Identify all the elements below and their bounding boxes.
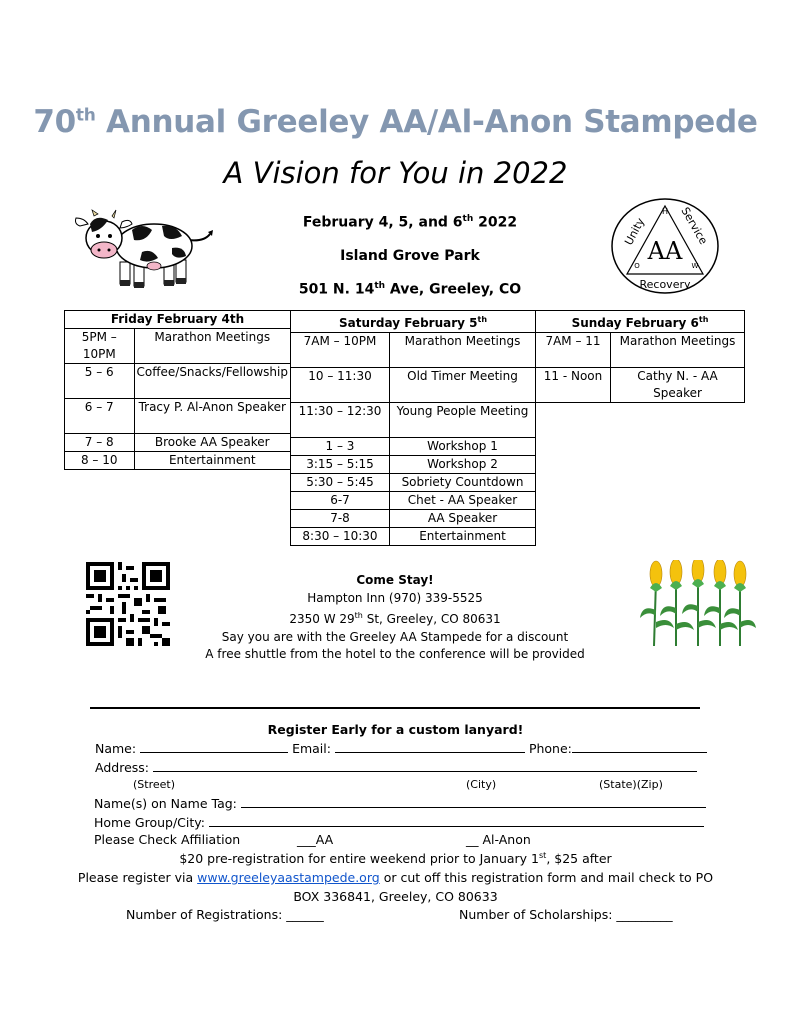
sunday-time: 11 - Noon bbox=[536, 368, 611, 403]
saturday-header: Saturday February 5th bbox=[291, 311, 536, 333]
friday-event: Brooke AA Speaker bbox=[134, 434, 290, 452]
saturday-event: Workshop 1 bbox=[390, 438, 536, 456]
cut-line-divider bbox=[90, 707, 700, 709]
hotel-address: 2350 W 29th St, Greeley, CO 80631 bbox=[289, 611, 501, 626]
hotel-shuttle: A free shuttle from the hotel to the conference will be provided bbox=[205, 647, 585, 661]
form-row-address bbox=[95, 759, 697, 775]
saturday-schedule bbox=[290, 310, 536, 546]
friday-time: 6 – 7 bbox=[65, 399, 135, 434]
register-instructions: Please register via www.greeleyaastampede.org or cut off this registration form and mail check to PO bbox=[77, 870, 714, 885]
event-venue: Island Grove Park bbox=[340, 248, 480, 264]
address-field[interactable] bbox=[153, 759, 697, 772]
alanon-checkbox[interactable]: __ Al-Anon bbox=[466, 832, 531, 847]
aa-logo-service: Service bbox=[678, 205, 710, 247]
saturday-event: Chet - AA Speaker bbox=[390, 492, 536, 510]
hotel-name: Hampton Inn (970) 339-5525 bbox=[307, 590, 483, 605]
event-dates: February 4, 5, and 6th 2022 bbox=[302, 214, 518, 231]
friday-time: 8 – 10 bbox=[65, 452, 135, 470]
aa-logo-w: W bbox=[691, 262, 699, 270]
phone-label: Phone: bbox=[528, 741, 572, 756]
sunday-event: Cathy N. - AA Speaker bbox=[611, 368, 745, 403]
friday-event: Tracy P. Al-Anon Speaker bbox=[134, 399, 290, 434]
friday-time: 5 – 6 bbox=[65, 364, 135, 399]
address-label: Address: bbox=[95, 760, 149, 775]
homegroup-field[interactable] bbox=[209, 814, 704, 827]
friday-header: Friday February 4th bbox=[65, 311, 291, 329]
saturday-time: 10 – 11:30 bbox=[291, 368, 390, 403]
saturday-time: 7AM – 10PM bbox=[291, 333, 390, 368]
hotel-info bbox=[180, 572, 610, 664]
saturday-time: 5:30 – 5:45 bbox=[291, 474, 390, 492]
phone-field[interactable] bbox=[572, 740, 707, 753]
sunday-schedule bbox=[535, 310, 745, 403]
pricing-text: $20 pre-registration for entire weekend prior to January 1st, $25 after bbox=[179, 851, 612, 867]
corn-icon bbox=[640, 560, 756, 646]
nametag-label: Name(s) on Name Tag: bbox=[94, 796, 237, 811]
event-address: 501 N. 14th Ave, Greeley, CO bbox=[298, 281, 522, 298]
city-hint: (City) bbox=[466, 778, 497, 791]
saturday-time: 6-7 bbox=[291, 492, 390, 510]
name-label: Name: bbox=[95, 741, 137, 756]
po-box: BOX 336841, Greeley, CO 80633 bbox=[293, 889, 498, 904]
sunday-time: 7AM – 11 bbox=[536, 333, 611, 368]
form-row-nametag bbox=[94, 795, 706, 811]
form-row-homegroup bbox=[94, 814, 704, 830]
friday-time: 5PM – 10PM bbox=[65, 329, 135, 364]
saturday-time: 3:15 – 5:15 bbox=[291, 456, 390, 474]
saturday-event: Sobriety Countdown bbox=[390, 474, 536, 492]
saturday-time: 8:30 – 10:30 bbox=[291, 528, 390, 546]
affiliation-label: Please Check Affiliation bbox=[94, 832, 241, 847]
friday-time: 7 – 8 bbox=[65, 434, 135, 452]
cow-icon bbox=[72, 208, 216, 290]
saturday-event: Entertainment bbox=[390, 528, 536, 546]
aa-logo-unity: Unity bbox=[622, 215, 648, 248]
sunday-event: Marathon Meetings bbox=[611, 333, 745, 368]
form-heading: Register Early for a custom lanyard! bbox=[267, 722, 524, 737]
aa-logo bbox=[609, 196, 721, 296]
statezip-hint: (State)(Zip) bbox=[599, 778, 663, 791]
saturday-time: 7-8 bbox=[291, 510, 390, 528]
form-row-contact bbox=[95, 740, 707, 756]
nametag-field[interactable] bbox=[241, 795, 706, 808]
saturday-time: 1 – 3 bbox=[291, 438, 390, 456]
qr-code-icon bbox=[86, 562, 170, 646]
email-field[interactable] bbox=[335, 740, 525, 753]
saturday-time: 11:30 – 12:30 bbox=[291, 403, 390, 438]
friday-schedule bbox=[64, 310, 291, 470]
aa-logo-recovery: Recovery bbox=[639, 278, 691, 291]
aa-logo-center: AA bbox=[647, 237, 683, 265]
aa-logo-h: H bbox=[661, 207, 669, 216]
aa-checkbox[interactable]: ___AA bbox=[297, 832, 334, 847]
saturday-event: Young People Meeting bbox=[390, 403, 536, 438]
stay-heading: Come Stay! bbox=[356, 573, 434, 587]
saturday-event: Marathon Meetings bbox=[390, 333, 536, 368]
sunday-header: Sunday February 6th bbox=[536, 311, 745, 333]
hotel-discount: Say you are with the Greeley AA Stampede for a discount bbox=[221, 629, 569, 644]
email-label: Email: bbox=[292, 741, 331, 756]
page-subtitle: A Vision for You in 2022 bbox=[223, 156, 568, 190]
page-title: 70th Annual Greeley AA/Al-Anon Stampede bbox=[33, 104, 758, 140]
website-link[interactable]: www.greeleyaastampede.org bbox=[197, 870, 380, 885]
scholarships-count: Number of Scholarships: _________ bbox=[459, 907, 673, 922]
name-field[interactable] bbox=[140, 740, 288, 753]
friday-event: Entertainment bbox=[134, 452, 290, 470]
friday-event: Coffee/Snacks/Fellowship bbox=[134, 364, 290, 399]
aa-logo-o: O bbox=[634, 262, 640, 270]
homegroup-label: Home Group/City: bbox=[94, 815, 205, 830]
saturday-event: Workshop 2 bbox=[390, 456, 536, 474]
street-hint: (Street) bbox=[133, 778, 176, 791]
registrations-count: Number of Registrations: ______ bbox=[126, 907, 324, 922]
saturday-event: AA Speaker bbox=[390, 510, 536, 528]
saturday-event: Old Timer Meeting bbox=[390, 368, 536, 403]
friday-event: Marathon Meetings bbox=[134, 329, 290, 364]
